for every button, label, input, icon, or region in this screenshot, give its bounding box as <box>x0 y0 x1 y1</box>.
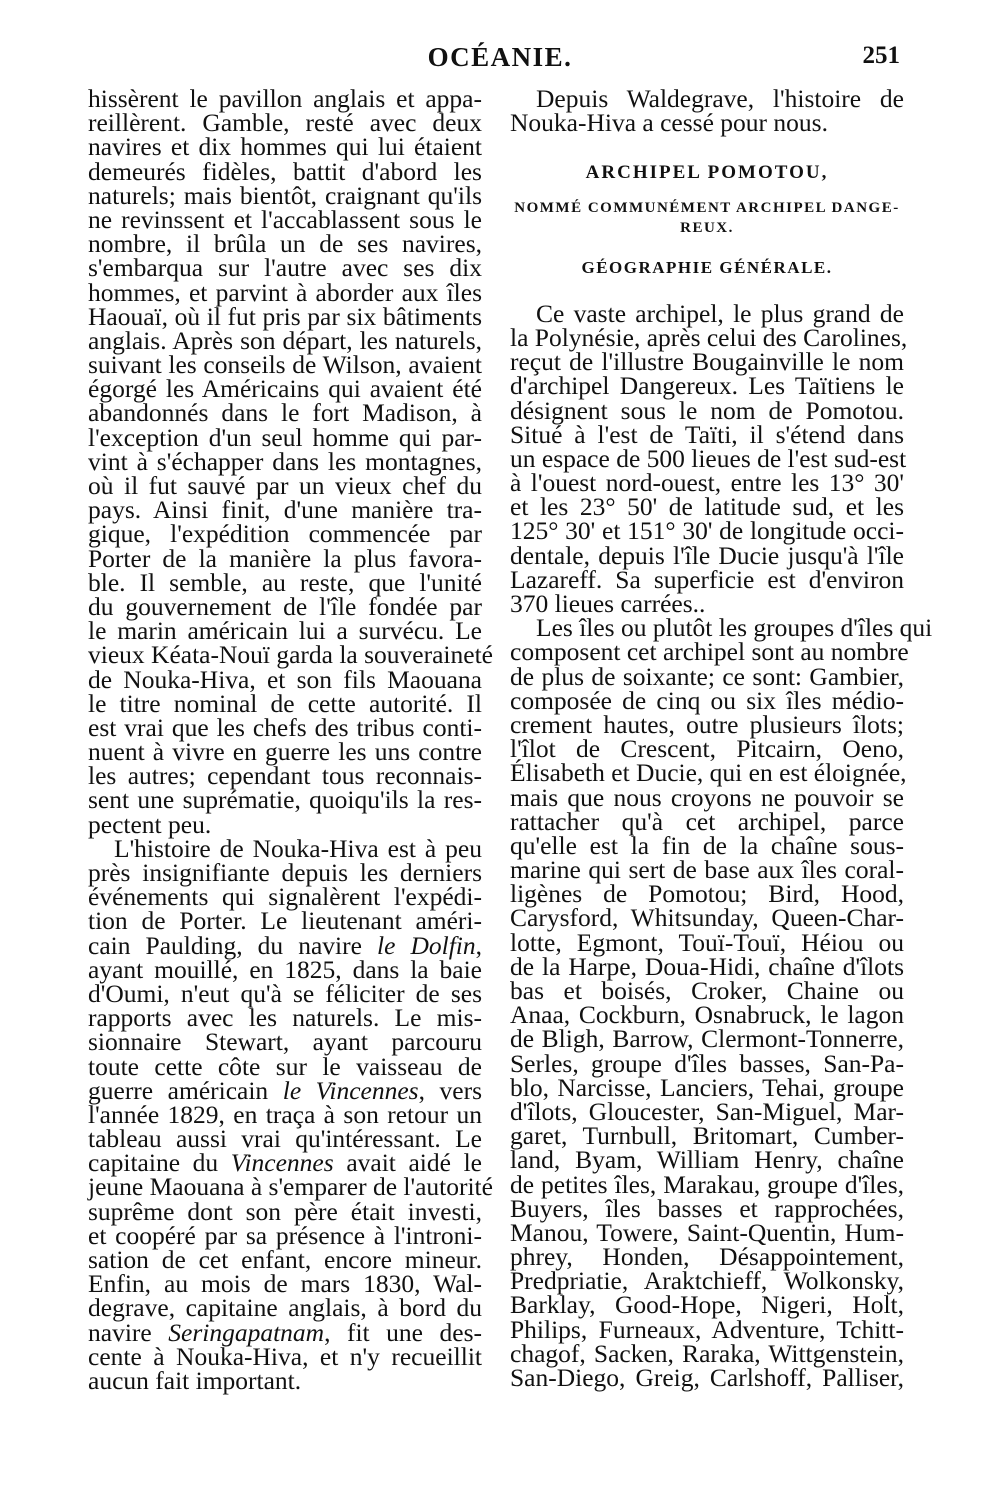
text-line: cain Paulding, du navire le Dolfin, <box>88 930 482 960</box>
paragraph <box>88 833 493 1395</box>
text-line: égorgé les Américains qui avaient été <box>88 374 482 404</box>
text-line: Lazareff. Sa superficie est d'environ <box>510 564 904 594</box>
text-line: Ce vaste archipel, le plus grand de <box>536 298 904 328</box>
text-line: de petites îles, Marakau, groupe d'îles, <box>510 1169 904 1199</box>
text-line: chagof, Sacken, Raraka, Wittgenstein, <box>510 1338 904 1368</box>
text-line: ble. Il semble, au reste, que l'unité <box>88 567 482 597</box>
text-line: jeune Maouana à s'emparer de l'autorité <box>88 1172 493 1202</box>
text-line: capitaine du Vincennes avait aidé le <box>88 1148 482 1178</box>
text-line: Carysford, Whitsunday, Queen-Char- <box>510 903 904 933</box>
text-line: degrave, capitaine anglais, à bord du <box>88 1293 482 1323</box>
text-line: d'Oumi, n'eut qu'à se féliciter de ses <box>88 978 482 1008</box>
text-line: d'archipel Dangereux. Les Taïtiens le <box>510 371 904 401</box>
text-line: reillèrent. Gamble, resté avec deux <box>88 108 482 138</box>
subsection-heading: GÉOGRAPHIE GÉNÉRALE. <box>581 257 833 277</box>
text-line: désignent sous le nom de Pomotou. <box>510 395 904 425</box>
text-line: Depuis Waldegrave, l'histoire de <box>536 84 904 113</box>
text-line: du gouvernement de l'île fondée par <box>88 591 482 621</box>
intro-paragraph <box>510 84 904 138</box>
text-line: Serles, groupe d'îles basses, San-Pa- <box>510 1048 904 1078</box>
text-line: composée de cinq ou six îles médio- <box>510 685 904 715</box>
text-line: Haouaï, où il fut pris par six bâtiments <box>88 301 482 331</box>
text-line: bas et boisés, Croker, Chaine ou <box>510 976 904 1006</box>
page-number: 251 <box>862 42 900 69</box>
text-line: lotte, Egmont, Touï-Touï, Héiou ou <box>510 927 904 957</box>
text-line: de plus de soixante; ce sont: Gambier, <box>510 661 904 691</box>
text-line: suprême dont son père était investi, <box>88 1196 482 1226</box>
text-line: Situé à l'est de Taïti, il s'étend dans <box>510 419 904 449</box>
text-line: dentale, depuis l'île Ducie jusqu'à l'île <box>510 540 904 570</box>
text-line: vieux Kéata-Nouï garda la souveraineté <box>88 640 493 670</box>
text-line: l'année 1829, en traça à son retour un <box>88 1099 482 1129</box>
text-line: de Bligh, Barrow, Clermont-Tonnerre, <box>510 1024 904 1054</box>
text-line: sent une suprématie, quoiqu'ils la res- <box>88 785 482 815</box>
text-line: anglais. Après son départ, les naturels, <box>88 325 482 355</box>
text-line: de Nouka-Hiva, et son fils Maouana <box>88 664 482 694</box>
text-line: toute cette côte sur le vaisseau de <box>88 1051 482 1081</box>
text-line: Porter de la manière la plus favora- <box>88 543 482 573</box>
italic-ship-name: le Vincennes <box>282 1075 419 1105</box>
text-line: Manou, Towere, Saint-Quentin, Hum- <box>510 1217 904 1247</box>
text-line: Les îles ou plutôt les groupes d'îles qui <box>536 613 933 643</box>
text-line: Anaa, Cockburn, Osnabruck, le lagon <box>510 1000 904 1030</box>
text-line: L'histoire de Nouka-Hiva est à peu <box>114 833 482 863</box>
text-line: qu'elle est la fin de la chaîne sous- <box>510 830 904 860</box>
text-line: ayant mouillé, en 1825, dans la baie <box>88 954 482 984</box>
text-line: navires et dix hommes qui lui étaient <box>88 132 482 162</box>
text-line: Enfin, au mois de mars 1830, Wal- <box>88 1269 482 1299</box>
text-line: pectent peu. <box>88 809 212 839</box>
text-line: Élisabeth et Ducie, qui en est éloignée, <box>510 758 907 788</box>
left-column <box>88 84 493 1395</box>
section-heading: ARCHIPEL POMOTOU, <box>585 162 829 184</box>
text-line: suivant les conseils de Wilson, avaient <box>88 350 482 380</box>
text-line: aucun fait important. <box>88 1365 302 1395</box>
text-line: Philips, Furneaux, Adventure, Tchitt- <box>510 1314 904 1344</box>
text-line: naturels; mais bientôt, craignant qu'ils <box>88 180 482 210</box>
text-line: abandonnés dans le fort Madison, à <box>88 398 482 428</box>
text-line: rapports avec les naturels. Le mis- <box>88 1003 482 1033</box>
text-line: tableau aussi vrai qu'intéressant. Le <box>88 1124 482 1154</box>
text-line: sation de cet enfant, encore mineur. <box>88 1245 482 1274</box>
text-line: l'îlot de Crescent, Pitcairn, Oeno, <box>510 734 904 764</box>
text-line: pays. Ainsi finit, d'une manière tra- <box>88 495 482 525</box>
running-title: OCÉANIE. <box>427 42 573 72</box>
text-line: phrey, Honden, Désappointement, <box>510 1242 904 1272</box>
text-line: le marin américain lui a survécu. Le <box>88 616 482 646</box>
text-line: événements qui signalèrent l'expédi- <box>88 882 482 912</box>
text-line: Buyers, îles basses et rapprochées, <box>510 1193 904 1223</box>
text-line: garet, Turnbull, Britomart, Cumber- <box>510 1121 904 1151</box>
running-head <box>90 42 910 82</box>
text-line: crement hautes, outre plusieurs îlots; <box>510 709 904 739</box>
text-line: ligènes de Pomotou; Bird, Hood, <box>510 879 904 909</box>
text-line: hissèrent le pavillon anglais et appa- <box>88 84 482 113</box>
text-line: vint à s'échapper dans les montagnes, <box>88 446 482 476</box>
paragraph <box>510 298 908 619</box>
italic-ship-name: Vincennes <box>230 1148 334 1178</box>
section-subheading-line: NOMMÉ COMMUNÉMENT ARCHIPEL DANGE- <box>514 199 900 216</box>
text-line: mais que nous croyons ne pouvoir se <box>510 782 904 812</box>
text-line: l'exception d'un seul homme qui par- <box>88 422 482 452</box>
paragraph <box>510 613 933 1393</box>
text-line: hommes, et parvint à aborder aux îles <box>88 277 482 307</box>
text-line: où il fut sauvé par un vieux chef du <box>88 471 482 500</box>
text-line: la Polynésie, après celui des Carolines, <box>510 322 908 352</box>
text-line: reçut de l'illustre Bougainville le nom <box>510 347 904 377</box>
text-line: le titre nominal de cette autorité. Il <box>88 688 482 718</box>
text-line: d'îlots, Gloucester, San-Miguel, Mar- <box>510 1096 904 1126</box>
text-line: cente à Nouka-Hiva, et n'y recueillit <box>88 1341 482 1371</box>
text-line: land, Byam, William Henry, chaîne <box>510 1145 904 1175</box>
section-subheading-line: REUX. <box>680 219 734 236</box>
text-line: Predpriatie, Araktchieff, Wolkonsky, <box>510 1266 904 1296</box>
text-line: s'embarqua sur l'autre avec ses dix <box>88 253 482 283</box>
right-column <box>510 84 933 1393</box>
text-line: Nouka-Hiva a cessé pour nous. <box>510 108 828 138</box>
text-line: et coopéré par sa présence à l'introni- <box>88 1220 482 1250</box>
text-line: est vrai que les chefs des tribus conti- <box>88 712 482 742</box>
text-line: rattacher qu'à cet archipel, parce <box>510 806 904 836</box>
text-line: blo, Narcisse, Lanciers, Tehai, groupe <box>510 1072 904 1102</box>
text-line: les autres; cependant tous reconnais- <box>88 761 482 791</box>
italic-ship-name: le Dolfin <box>376 930 476 960</box>
text-line: un espace de 500 lieues de l'est sud-est <box>510 443 907 473</box>
text-line: guerre américain le Vincennes, vers <box>88 1075 482 1105</box>
text-line: nuent à vivre en guerre les uns contre <box>88 737 482 767</box>
text-line: San-Diego, Greig, Carlshoff, Palliser, <box>510 1363 904 1393</box>
text-line: sionnaire Stewart, ayant parcouru <box>88 1027 482 1057</box>
paragraph <box>510 84 904 138</box>
text-line: et les 23° 50' de latitude sud, et les <box>510 492 904 522</box>
text-line: nombre, il brûla un de ses navires, <box>88 229 482 259</box>
text-line: de la Harpe, Doua-Hidi, chaîne d'îlots <box>510 951 904 981</box>
text-line: composent cet archipel sont au nombre <box>510 637 909 667</box>
text-line: ne revinssent et l'accablassent sous le <box>88 204 482 234</box>
text-line: tion de Porter. Le lieutenant améri- <box>88 906 482 936</box>
text-line: gique, l'expédition commencée par <box>88 519 482 549</box>
text-line: près insignifiante depuis les derniers <box>88 858 482 887</box>
italic-ship-name: Seringapatnam <box>168 1317 325 1347</box>
text-line: demeurés fidèles, battit d'abord les <box>88 156 482 186</box>
paragraph <box>88 84 493 839</box>
text-line: à l'ouest nord-ouest, entre les 13° 30' <box>510 468 904 498</box>
text-line: Barklay, Good-Hope, Nigeri, Holt, <box>510 1290 904 1320</box>
text-line: marine qui sert de base aux îles coral- <box>510 855 904 885</box>
text-line: navire Seringapatnam, fit une des- <box>88 1317 482 1347</box>
text-line: 370 lieues carrées.. <box>510 589 706 619</box>
text-line: 125° 30' et 151° 30' de longitude occi- <box>510 516 904 546</box>
section-subheading <box>510 198 904 238</box>
right-body <box>510 298 933 1393</box>
